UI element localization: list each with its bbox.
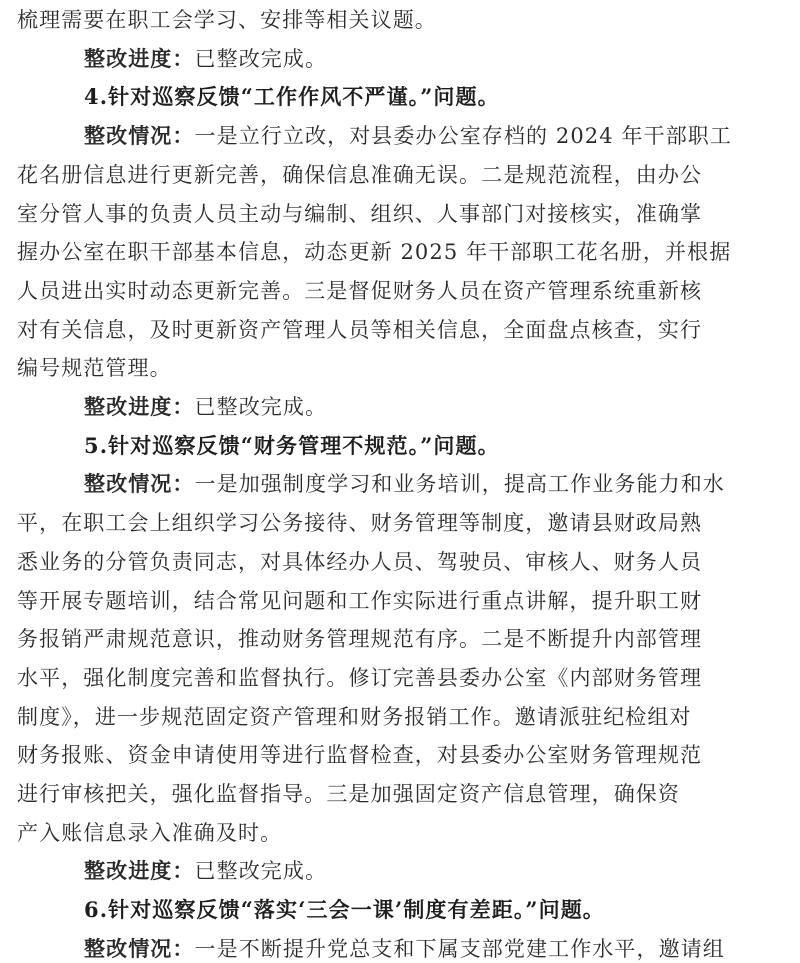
situation-label: 整改情况： xyxy=(84,471,195,497)
paragraph-line xyxy=(17,780,680,808)
situation-line xyxy=(84,935,725,963)
paragraph-line xyxy=(17,161,702,189)
paragraph-line xyxy=(17,741,702,769)
line-text: 对有关信息，及时更新资产管理人员等相关信息，全面盘点核查，实行 xyxy=(17,317,703,342)
progress-label: 整改进度： xyxy=(84,858,195,884)
line-text: 制度》，进一步规范固定资产管理和财务报销工作。邀请派驻纪检组对 xyxy=(17,704,692,729)
line-text: 花名册信息进行更新完善，确保信息准确无误。二是规范流程，由办公 xyxy=(17,162,703,187)
progress-label: 整改进度： xyxy=(84,394,195,419)
paragraph-line xyxy=(17,316,702,344)
paragraph-line xyxy=(17,6,437,34)
section-heading-5 xyxy=(84,432,500,460)
line-text: 平，在职工会上组织学习公务接待、财务管理等制度，邀请县财政局熟 xyxy=(17,511,703,536)
paragraph-line xyxy=(17,625,702,653)
line-text: 室分管人事的负责人员主动与编制、组织、人事部门对接核实，准确掌 xyxy=(17,201,703,226)
paragraph-line xyxy=(17,703,692,731)
section-heading-6 xyxy=(84,896,605,924)
line-text: 水平，强化制度完善和监督执行。修订完善县委办公室《内部财务管理 xyxy=(17,665,703,690)
progress-line xyxy=(84,45,327,73)
heading-text: 6.针对巡察反馈“落实‘三会一课’制度有差距。”问题。 xyxy=(84,897,605,923)
line-text: 产入账信息录入准确及时。 xyxy=(17,820,283,845)
paragraph-line xyxy=(17,354,172,382)
line-text: 人员进出实时动态更新完善。三是督促财务人员在资产管理系统重新核 xyxy=(17,278,703,303)
progress-value: 已整改完成。 xyxy=(194,859,328,884)
heading-text: 4.针对巡察反馈“工作作风不严谨。”问题。 xyxy=(84,84,500,110)
progress-line xyxy=(84,393,327,421)
section-heading-4 xyxy=(84,83,500,111)
situation-label: 整改情况： xyxy=(84,123,195,149)
progress-value: 已整改完成。 xyxy=(194,46,328,71)
progress-label: 整改进度： xyxy=(84,45,195,71)
line-text: 等开展专题培训，结合常见问题和工作实际进行重点讲解，提升职工财 xyxy=(17,588,703,613)
line-text: 编号规范管理。 xyxy=(17,356,172,381)
situation-text: 一是不断提升党总支和下属支部党建工作水平，邀请组 xyxy=(194,936,725,961)
situation-line xyxy=(84,470,725,498)
line-text: 财务报账、资金申请使用等进行监督检查，对县委办公室财务管理规范 xyxy=(17,743,703,768)
line-text: 悉业务的分管负责同志，对具体经办人员、驾驶员、审核人、财务人员 xyxy=(17,549,703,574)
heading-text: 5.针对巡察反馈“财务管理不规范。”问题。 xyxy=(84,432,500,458)
progress-line xyxy=(84,857,327,885)
paragraph-line xyxy=(17,200,702,228)
situation-line xyxy=(84,122,732,150)
paragraph-line xyxy=(17,548,702,576)
paragraph-line xyxy=(17,664,702,692)
line-text: 进行审核把关，强化监督指导。三是加强固定资产信息管理，确保资 xyxy=(17,782,680,806)
situation-label: 整改情况： xyxy=(84,935,195,961)
paragraph-line xyxy=(17,587,702,615)
line-text: 务报销严肃规范意识，推动财务管理规范有序。二是不断提升内部管理 xyxy=(17,627,703,652)
paragraph-line xyxy=(17,238,731,266)
line-text: 梳理需要在职工会学习、安排等相关议题。 xyxy=(17,8,437,32)
paragraph-line xyxy=(17,509,702,537)
progress-value: 已整改完成。 xyxy=(194,395,328,419)
paragraph-line xyxy=(17,819,282,847)
paragraph-line xyxy=(17,277,702,305)
situation-text: 一是立行立改，对县委办公室存档的 2024 年干部职工 xyxy=(194,124,732,149)
line-text: 握办公室在职干部基本信息，动态更新 2025 年干部职工花名册，并根据 xyxy=(17,240,732,265)
situation-text: 一是加强制度学习和业务培训，提高工作业务能力和水 xyxy=(194,472,725,497)
